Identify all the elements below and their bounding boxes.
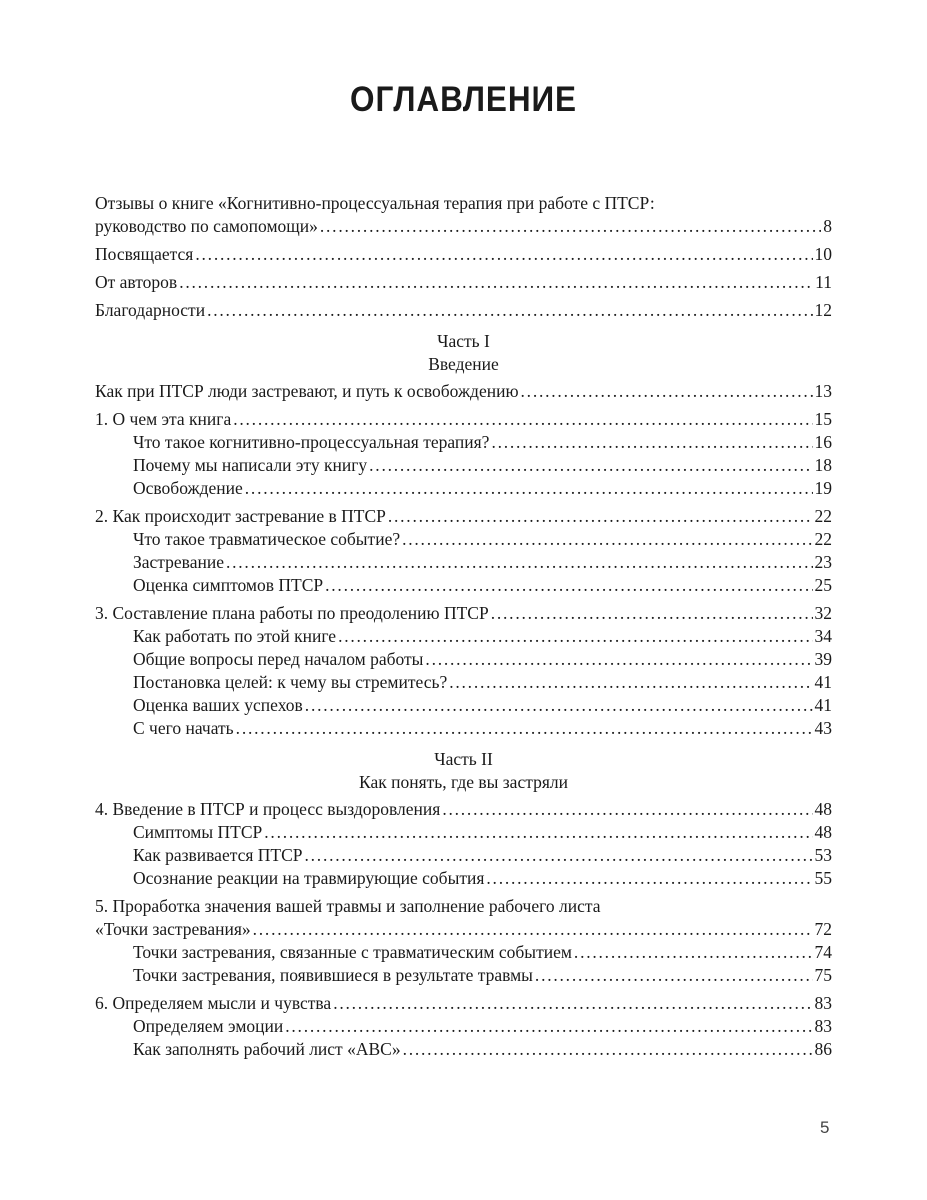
toc-entry[interactable] [95,844,832,867]
entry-page-number: 55 [814,868,832,888]
entry-page-number: 43 [814,718,832,738]
entry-title: Отзывы о книге «Когнитивно-процессуальная терапия при работе с ПТСР: [95,193,655,213]
toc-group [95,895,832,987]
entry-page-number: 41 [814,695,832,715]
entry-title: Оценка ваших успехов [133,695,303,715]
toc-entry[interactable] [95,717,832,740]
entry-title: От авторов [95,272,178,292]
toc-entry-line[interactable] [95,551,832,574]
toc-entry[interactable] [95,477,832,500]
toc-entry[interactable] [95,694,832,717]
toc-group [95,408,832,500]
entry-title: 6. Определяем мысли и чувства [95,993,332,1013]
toc-entry-line[interactable] [95,671,832,694]
toc-entry[interactable] [95,941,832,964]
page-number: 5 [820,1118,830,1137]
toc-group [95,602,832,740]
toc-entry[interactable] [95,992,832,1015]
entry-page-number: 22 [814,529,832,549]
toc-entry[interactable] [95,505,832,528]
toc-entry[interactable] [95,380,832,403]
entry-title: Застревание [133,552,224,572]
toc-entry-line[interactable] [95,505,832,528]
toc-entry[interactable] [95,798,832,821]
dot-leader [245,477,813,500]
part-title: Введение [428,354,499,374]
entry-title: Симптомы ПТСР [133,822,263,842]
toc-entry[interactable] [95,602,832,625]
dot-leader [226,551,813,574]
entry-title: Как при ПТСР люди застревают, и путь к освобождению [95,381,519,401]
dot-leader [253,918,813,941]
toc-entry-line[interactable] [95,992,832,1015]
toc-entry-line[interactable] [95,798,832,821]
toc-group [95,992,832,1061]
toc-entry-line[interactable] [95,648,832,671]
entry-title: Общие вопросы перед началом работы [133,649,424,669]
entry-page-number: 8 [823,216,832,236]
entry-page-number: 72 [814,919,832,939]
toc-entry-line[interactable] [95,408,832,431]
dot-leader [325,574,812,597]
entry-page-number: 32 [814,603,832,623]
entry-title: 5. Проработка значения вашей травмы и заполнение рабочего листа [95,896,601,916]
toc-entry-line[interactable] [95,192,832,215]
toc-entry-line[interactable] [95,941,832,964]
entry-title: С чего начать [133,718,234,738]
toc-entry[interactable] [95,431,832,454]
entry-title: Что такое когнитивно-процессуальная терапия? [133,432,490,452]
entry-title: Как заполнять рабочий лист «ABC» [133,1039,401,1059]
entry-title: Освобождение [133,478,243,498]
part-heading [95,748,832,794]
dot-leader [236,717,813,740]
entry-title: 2. Как происходит застревание в ПТСР [95,506,386,526]
entry-title: Определяем эмоции [133,1016,284,1036]
toc-entry-line[interactable] [95,380,832,403]
toc-entry-line[interactable] [95,454,832,477]
toc-entry-line[interactable] [95,477,832,500]
toc-entry[interactable] [95,895,832,941]
toc-entry[interactable] [95,243,832,266]
dot-leader [195,243,812,266]
dot-leader [442,798,812,821]
toc-group [95,299,832,322]
dot-leader [305,844,813,867]
toc-entry[interactable] [95,551,832,574]
entry-title: Оценка симптомов ПТСР [133,575,324,595]
toc-entry-line[interactable] [95,431,832,454]
entry-title: Посвящается [95,244,194,264]
toc-group [95,192,832,238]
toc-entry-line[interactable] [95,821,832,844]
dot-leader [333,992,812,1015]
dot-leader [285,1015,812,1038]
toc-entry-line[interactable] [95,574,832,597]
toc-entry-line[interactable] [95,243,832,266]
toc-entry[interactable] [95,867,832,890]
entry-title: Осознание реакции на травмирующие события [133,868,485,888]
toc-entry-line[interactable] [95,867,832,890]
entry-title: руководство по самопомощи» [95,216,318,236]
entry-title: Что такое травматическое событие? [133,529,401,549]
dot-leader [179,271,813,294]
toc-entry-line[interactable] [95,1015,832,1038]
toc-entry[interactable] [95,648,832,671]
entry-title: Как работать по этой книге [133,626,337,646]
dot-leader [402,528,812,551]
toc-entry-line[interactable] [95,528,832,551]
toc-entry[interactable] [95,192,832,238]
entry-page-number: 86 [814,1039,832,1059]
entry-page-number: 19 [814,478,832,498]
entry-page-number: 11 [815,272,832,292]
toc-entry[interactable] [95,454,832,477]
entry-title: Постановка целей: к чему вы стремитесь? [133,672,448,692]
dot-leader [388,505,813,528]
toc-entry[interactable] [95,528,832,551]
entry-title: Точки застревания, появившиеся в результате травмы [133,965,533,985]
entry-page-number: 48 [814,799,832,819]
toc-entry[interactable] [95,964,832,987]
dot-leader [305,694,813,717]
entry-page-number: 34 [814,626,832,646]
toc-entry-line[interactable] [95,271,832,294]
dot-leader [320,215,821,238]
entry-title: «Точки застревания» [95,919,251,939]
entry-page-number: 75 [814,965,832,985]
toc-entry[interactable] [95,271,832,294]
toc-entry[interactable] [95,574,832,597]
dot-leader [425,648,812,671]
table-of-contents [95,192,832,1061]
dot-leader [403,1038,813,1061]
dot-leader [535,964,813,987]
entry-page-number: 16 [814,432,832,452]
entry-title: Точки застревания, связанные с травматическим событием [133,942,572,962]
toc-group [95,380,832,403]
dot-leader [369,454,812,477]
toc-entry[interactable] [95,625,832,648]
toc-entry-line[interactable] [95,717,832,740]
entry-page-number: 83 [814,1016,832,1036]
dot-leader [233,408,812,431]
toc-entry-line[interactable] [95,1038,832,1061]
dot-leader [521,380,813,403]
dot-leader [449,671,812,694]
entry-page-number: 53 [814,845,832,865]
toc-entry[interactable] [95,671,832,694]
toc-entry-line[interactable] [95,299,832,322]
dot-leader [491,431,812,454]
dot-leader [207,299,812,322]
entry-page-number: 10 [814,244,832,264]
toc-entry-line[interactable] [95,844,832,867]
page-title: ОГЛАВЛЕНИЕ [350,80,577,119]
toc-entry-line[interactable] [95,694,832,717]
toc-entry-line[interactable] [95,895,832,918]
entry-page-number: 83 [814,993,832,1013]
dot-leader [486,867,812,890]
toc-entry-line[interactable] [95,215,832,238]
part-number: Часть II [434,749,493,769]
entry-page-number: 39 [814,649,832,669]
dot-leader [338,625,812,648]
toc-group [95,798,832,890]
toc-entry-line[interactable] [95,918,832,941]
toc-entry-line[interactable] [95,625,832,648]
toc-entry-line[interactable] [95,602,832,625]
dot-leader [264,821,812,844]
entry-page-number: 22 [814,506,832,526]
part-heading [95,330,832,376]
entry-title: 1. О чем эта книга [95,409,232,429]
entry-title: Благодарности [95,300,206,320]
entry-page-number: 48 [814,822,832,842]
entry-page-number: 18 [814,455,832,475]
entry-title: 4. Введение в ПТСР и процесс выздоровления [95,799,441,819]
entry-page-number: 15 [814,409,832,429]
toc-entry[interactable] [95,1015,832,1038]
entry-page-number: 12 [814,300,832,320]
toc-entry[interactable] [95,1038,832,1061]
entry-title: Как развивается ПТСР [133,845,303,865]
entry-page-number: 23 [814,552,832,572]
entry-page-number: 25 [814,575,832,595]
toc-entry-line[interactable] [95,964,832,987]
entry-title: 3. Составление плана работы по преодолению ПТСР [95,603,489,623]
toc-group [95,243,832,266]
part-number: Часть I [437,331,490,351]
toc-entry[interactable] [95,821,832,844]
dot-leader [491,602,813,625]
toc-entry[interactable] [95,299,832,322]
entry-page-number: 13 [814,381,832,401]
part-title: Как понять, где вы застряли [359,772,568,792]
dot-leader [574,941,813,964]
toc-group [95,271,832,294]
toc-group [95,505,832,597]
entry-page-number: 41 [814,672,832,692]
toc-entry[interactable] [95,408,832,431]
entry-page-number: 74 [814,942,832,962]
entry-title: Почему мы написали эту книгу [133,455,368,475]
